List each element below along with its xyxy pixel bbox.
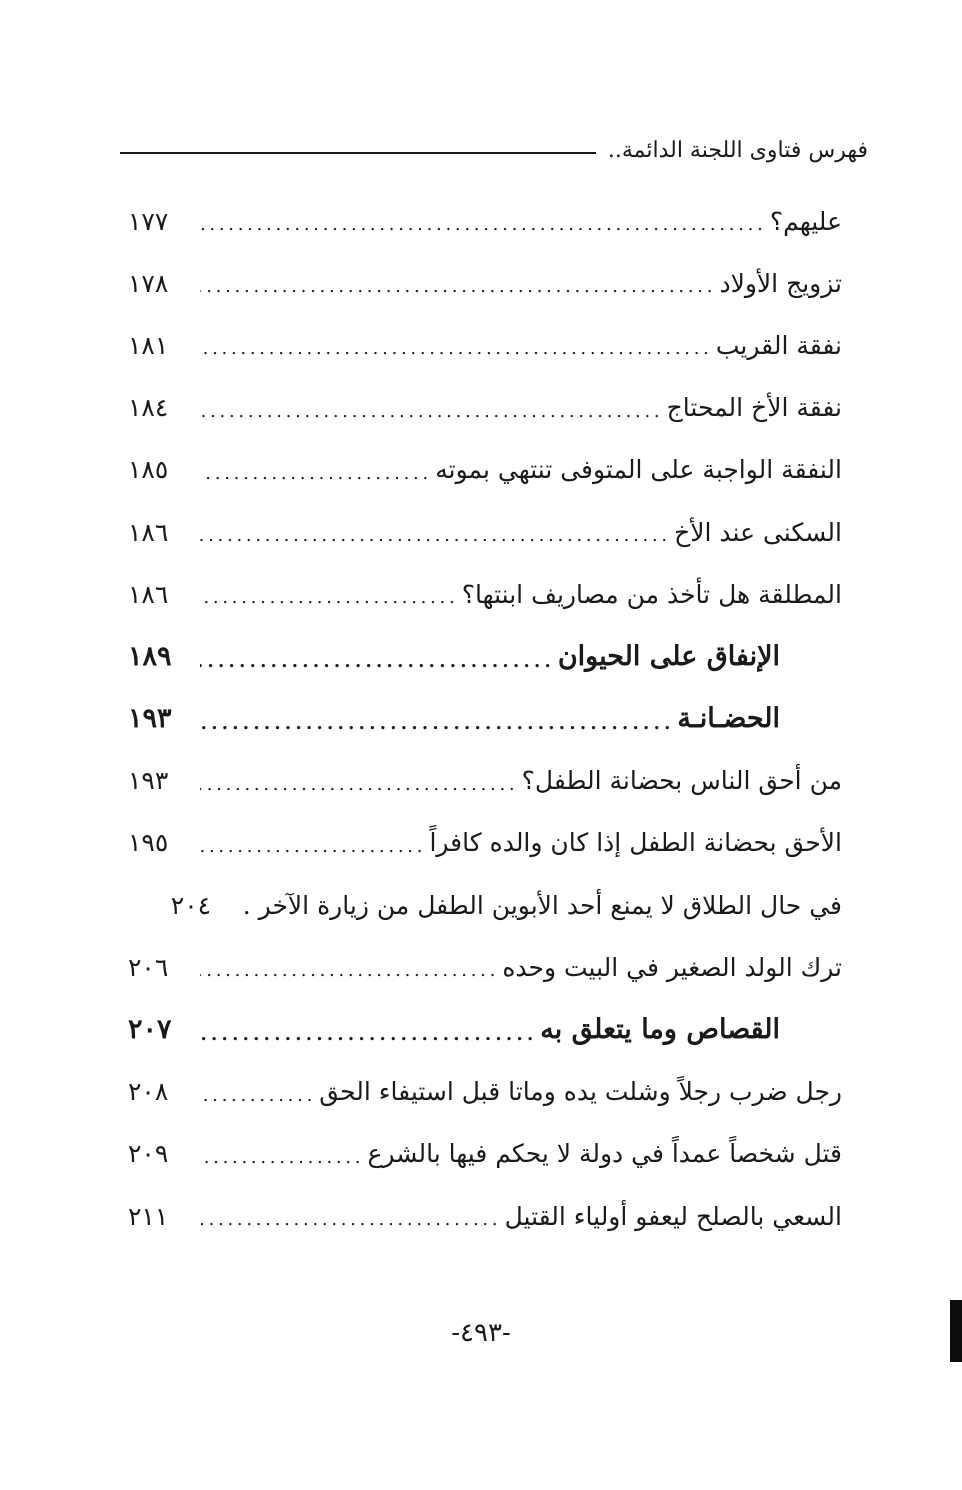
- toc-entry-title: نفقة القريب: [715, 330, 842, 360]
- toc-entry: [128, 1123, 842, 1185]
- toc-heading-title: الحضـانـة: [677, 703, 780, 735]
- toc-entry: [128, 314, 842, 376]
- dot-leader: [200, 640, 550, 672]
- toc-entry: [128, 1061, 842, 1123]
- header-rule: [120, 152, 596, 154]
- dot-leader: [200, 393, 659, 423]
- toc-entry-page: ١٨١: [128, 330, 169, 360]
- scan-edge-mark: [950, 1300, 962, 1362]
- toc-entry-page: ١٨٦: [128, 517, 169, 547]
- dot-leader: [200, 828, 421, 858]
- toc-entry: [128, 190, 842, 252]
- toc-entry: [128, 501, 842, 563]
- toc-entry-page: ١٨٥: [128, 455, 169, 485]
- toc-entry: [128, 750, 842, 812]
- dot-leader: [200, 702, 669, 734]
- toc-entry-page: ٢١١: [128, 1201, 169, 1231]
- toc-entry-title: قتل شخصاً عمداً في دولة لا يحكم فيها بالشرع: [367, 1139, 842, 1169]
- toc-entry: [128, 874, 842, 936]
- toc-entry-title: في حال الطلاق لا يمنع أحد الأبوين الطفل من زيارة الآخر .: [242, 890, 842, 920]
- toc-heading-title: الإنفاق على الحيوان: [557, 640, 780, 672]
- dot-leader: [200, 579, 454, 609]
- dot-leader: [200, 1077, 311, 1107]
- toc-entry: [128, 563, 842, 625]
- dot-leader: [200, 330, 708, 360]
- toc-entry-title: نفقة الأخ المحتاج: [666, 393, 842, 423]
- toc-entry-page: ١٧٧: [128, 206, 169, 236]
- dot-leader: [200, 1013, 532, 1045]
- toc-entry-title: النفقة الواجبة على المتوفى تنتهي بموته: [435, 455, 842, 485]
- toc-entry: [128, 812, 842, 874]
- toc-entry: [128, 1185, 842, 1247]
- dot-leader: [200, 1201, 497, 1231]
- toc-heading-page: ١٩٣: [128, 703, 172, 735]
- toc-entry-page: ١٨٦: [128, 579, 169, 609]
- toc-entry-page: ٢٠٩: [128, 1139, 169, 1169]
- toc-section-heading: [128, 998, 842, 1060]
- dot-leader: [200, 206, 762, 236]
- toc-entry-page: ٢٠٨: [128, 1077, 169, 1107]
- toc-heading-page: ٢٠٧: [128, 1014, 172, 1046]
- dot-leader: [200, 455, 427, 485]
- toc-entry-page: ١٨٤: [128, 393, 169, 423]
- header-title: فهرس فتاوى اللجنة الدائمة..: [607, 137, 868, 163]
- toc-entry-page: ١٧٨: [128, 268, 169, 298]
- toc-entry-title: تزويج الأولاد: [719, 268, 842, 298]
- dot-leader: [200, 517, 666, 547]
- page-number: -٤٩٣-: [451, 1318, 511, 1348]
- dot-leader: [200, 766, 514, 796]
- dot-leader: [200, 1139, 360, 1169]
- toc-entry: [128, 252, 842, 314]
- toc-entry: [128, 936, 842, 998]
- toc-heading-page: ١٨٩: [128, 640, 172, 672]
- toc-entry-page: ٢٠٦: [128, 952, 169, 982]
- toc-entry-page: ٢٠٤: [170, 890, 212, 920]
- toc-entry-page: ١٩٣: [128, 766, 169, 796]
- dot-leader: [200, 952, 494, 982]
- toc-entry-title: المطلقة هل تأخذ من مصاريف ابنتها؟: [461, 579, 842, 609]
- toc-entry-page: ١٩٥: [128, 828, 169, 858]
- toc-heading-title: القصاص وما يتعلق به: [540, 1014, 780, 1046]
- toc-entry-title: رجل ضرب رجلاً وشلت يده وماتا قبل استيفاء الحق: [319, 1077, 842, 1107]
- toc-entry-title: ترك الولد الصغير في البيت وحده: [502, 952, 842, 982]
- toc-section-heading: [128, 688, 842, 750]
- dot-leader: [200, 268, 711, 298]
- running-header: [120, 128, 868, 172]
- toc-entry-title: الأحق بحضانة الطفل إذا كان والده كافراً: [429, 828, 842, 858]
- toc-section-heading: [128, 625, 842, 687]
- toc-entry-title: السعي بالصلح ليعفو أولياء القتيل: [504, 1201, 842, 1231]
- toc-entry-title: من أحق الناس بحضانة الطفل؟: [521, 766, 842, 796]
- table-of-contents: [128, 190, 842, 1247]
- toc-entry: [128, 439, 842, 501]
- toc-entry-title: السكنى عند الأخ: [674, 517, 842, 547]
- toc-entry: [128, 377, 842, 439]
- toc-entry-title: عليهم؟: [769, 206, 842, 236]
